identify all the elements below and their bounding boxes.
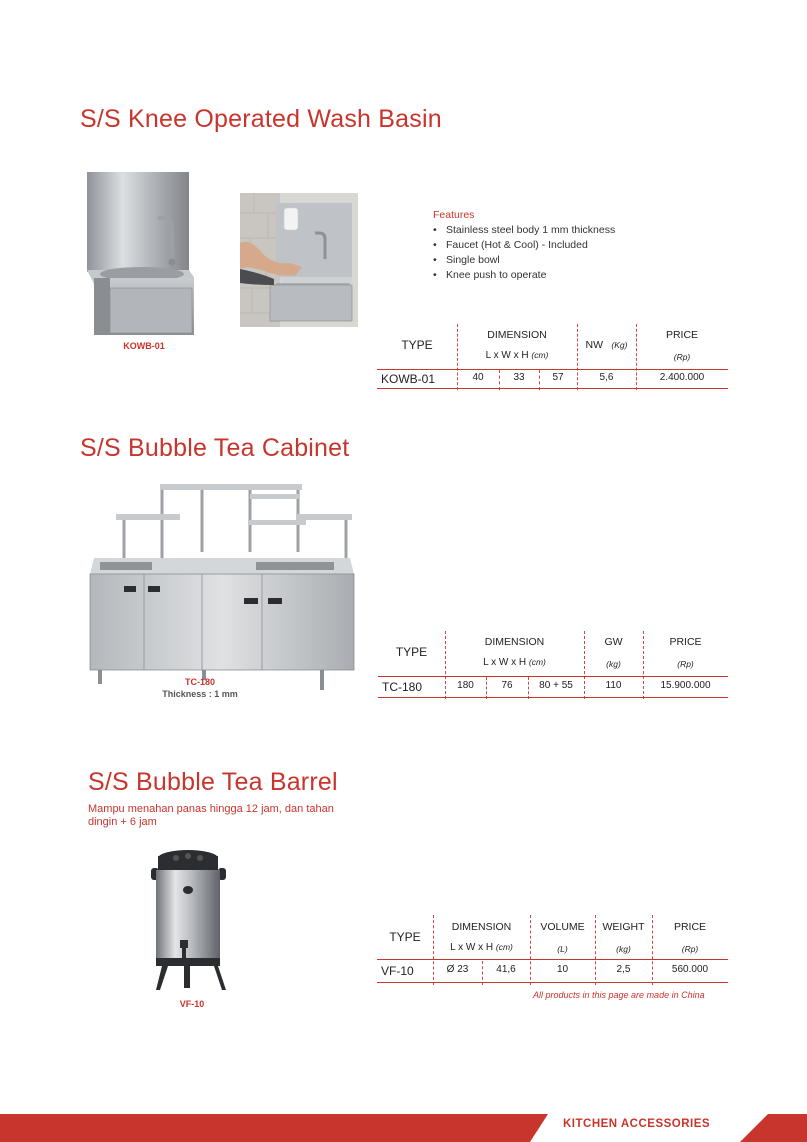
cabinet-spec-table — [378, 629, 728, 699]
wash-basin-image — [84, 170, 194, 340]
wash-basin-caption: KOWB-01 — [123, 341, 165, 351]
dimension-header: DIMENSION — [451, 921, 512, 933]
height-value: 80 + 55 — [539, 680, 573, 691]
price-value: 560.000 — [671, 964, 709, 975]
weight-value: 2,5 — [616, 964, 631, 975]
origin-footnote: All products in this page are made in China — [533, 990, 705, 1000]
weight-header: NW (Kg) — [585, 339, 628, 351]
width-value: 76 — [501, 680, 513, 691]
price-header: PRICE — [665, 329, 699, 341]
wash-basin-features — [433, 209, 615, 283]
width-value: 33 — [513, 372, 525, 383]
weight-value: 5,6 — [599, 372, 614, 383]
volume-unit: (L) — [557, 944, 568, 954]
bubble-tea-barrel-image — [146, 846, 236, 996]
bubble-tea-cabinet-image — [86, 482, 356, 696]
height-value: 57 — [552, 372, 564, 383]
price-header: PRICE — [669, 636, 702, 648]
feature-item: • Single bowl — [433, 253, 615, 268]
type-value: KOWB-01 — [381, 372, 436, 386]
dimension-subheader: L x W x H (cm) — [450, 942, 513, 953]
feature-item: • Knee push to operate — [433, 268, 615, 283]
type-value: TC-180 — [382, 680, 423, 694]
weight-value: 110 — [605, 680, 622, 691]
diameter-value: Ø 23 — [446, 964, 469, 975]
footer-label: KITCHEN ACCESSORIES — [563, 1118, 711, 1130]
price-unit: (Rp) — [673, 352, 691, 362]
feature-item: • Faucet (Hot & Cool) - Included — [433, 238, 615, 253]
height-value: 41,6 — [496, 964, 516, 975]
features-title: Features — [433, 209, 475, 221]
price-unit: (Rp) — [681, 944, 699, 954]
price-value: 2.400.000 — [659, 372, 705, 383]
wash-basin-usage-image — [240, 193, 358, 327]
wash-basin-spec-table — [377, 322, 728, 390]
type-header: TYPE — [395, 645, 428, 659]
dimension-subheader: L x W x H (cm) — [483, 657, 546, 668]
section-title-wash-basin: S/S Knee Operated Wash Basin — [80, 105, 442, 133]
price-header: PRICE — [673, 921, 707, 933]
weight-header: WEIGHT — [602, 921, 645, 933]
price-value: 15.900.000 — [660, 680, 711, 691]
type-header: TYPE — [401, 338, 433, 352]
section-title-barrel: S/S Bubble Tea Barrel — [88, 768, 338, 796]
length-value: 40 — [472, 372, 484, 383]
feature-item: • Stainless steel body 1 mm thickness — [433, 223, 615, 238]
section-title-cabinet: S/S Bubble Tea Cabinet — [80, 434, 350, 462]
volume-header: VOLUME — [540, 921, 585, 933]
dimension-subheader: L x W x H (cm) — [485, 350, 549, 361]
barrel-spec-table — [377, 913, 728, 985]
weight-header: GW — [604, 636, 623, 648]
barrel-description: Mampu menahan panas hingga 12 jam, dan tahan dingin + 6 jam — [88, 803, 334, 828]
price-unit: (Rp) — [677, 659, 694, 669]
volume-value: 10 — [556, 964, 569, 975]
weight-unit: (kg) — [606, 659, 621, 669]
dimension-header: DIMENSION — [484, 636, 545, 648]
type-value: VF-10 — [381, 964, 414, 978]
cabinet-thickness: Thickness : 1 mm — [162, 689, 238, 699]
length-value: 180 — [457, 680, 474, 691]
type-header: TYPE — [389, 930, 421, 944]
dimension-header: DIMENSION — [487, 329, 547, 341]
barrel-caption: VF-10 — [179, 999, 205, 1009]
weight-unit: (kg) — [616, 944, 631, 954]
features-list — [433, 223, 615, 283]
cabinet-caption: TC-180 — [184, 677, 215, 687]
